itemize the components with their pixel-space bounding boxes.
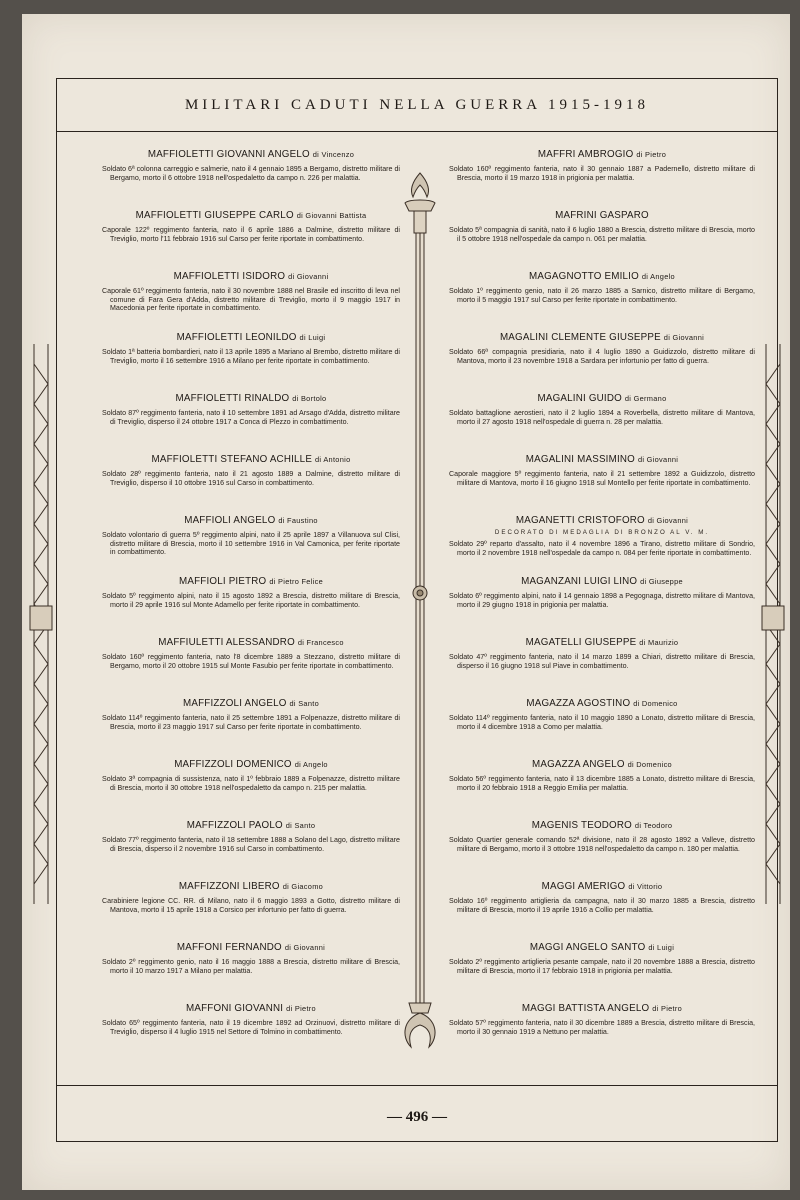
casualty-entry xyxy=(449,149,755,210)
casualty-surname-given: MAGENIS TEODORO xyxy=(531,820,632,831)
casualty-surname-given: MAFFIOLI ANGELO xyxy=(184,515,276,526)
casualty-surname-given: MAGGI AMERIGO xyxy=(541,881,626,892)
casualty-patronymic: di Pietro Felice xyxy=(269,577,323,586)
casualty-surname-given: MAFFIZZOLI DOMENICO xyxy=(174,759,292,770)
casualty-patronymic: di Teodoro xyxy=(634,821,673,830)
casualty-name xyxy=(449,515,755,526)
casualty-entry xyxy=(102,271,400,332)
right-column xyxy=(449,149,755,1064)
casualty-name xyxy=(102,515,400,526)
casualty-surname-given: MAFFONI GIOVANNI xyxy=(186,1003,284,1014)
casualty-name xyxy=(102,820,400,831)
footer-rule xyxy=(57,1085,777,1086)
casualty-description: Soldato 57º reggimento fanteria, nato il 30 dicembre 1889 a Brescia, distretto militare di Brescia, morto il 30 gennaio 1919 a Nettuno per malattia. xyxy=(449,1019,755,1036)
casualty-entry xyxy=(449,271,755,332)
casualty-name xyxy=(102,1003,400,1014)
casualty-description: Soldato 114º reggimento fanteria, nato il 10 maggio 1890 a Lonato, distretto militare di Brescia, morto il 4 dicembre 1918 a Como per malattia. xyxy=(449,714,755,731)
page xyxy=(22,14,790,1190)
casualty-patronymic: di Pietro xyxy=(286,1004,316,1013)
casualty-name xyxy=(102,576,400,587)
casualty-patronymic: di Antonio xyxy=(315,455,351,464)
casualty-surname-given: MAGANETTI CRISTOFORO xyxy=(515,515,645,526)
casualty-description: Soldato 1ª batteria bombardieri, nato il 13 aprile 1895 a Mariano al Brembo, distretto militare di Treviglio, morto il 16 settembre 1916 a Milano per ferite riportate in combattimento. xyxy=(102,348,400,365)
casualty-surname-given: MAGGI ANGELO SANTO xyxy=(529,942,646,953)
casualty-entry xyxy=(449,637,755,698)
casualty-entry xyxy=(449,1003,755,1064)
casualty-patronymic: di Angelo xyxy=(641,272,675,281)
casualty-description: Soldato 6º reggimento alpini, nato il 14 gennaio 1898 a Pegognaga, distretto militare di Mantova, morto il 29 giugno 1918 in prigionia per malattia. xyxy=(449,592,755,609)
casualty-patronymic: di Pietro xyxy=(636,150,667,159)
casualty-patronymic: di Giuseppe xyxy=(640,577,683,586)
casualty-patronymic: di Faustino xyxy=(278,516,318,525)
casualty-patronymic: di Vittorio xyxy=(628,882,663,891)
casualty-name xyxy=(102,759,400,770)
casualty-entry xyxy=(102,515,400,576)
casualty-entry xyxy=(449,210,755,271)
casualty-description: Caporale 122º reggimento fanteria, nato il 6 aprile 1886 a Dalmine, distretto militare di Treviglio, morto l'11 febbraio 1916 sul Carso per ferite riportate in combattimento. xyxy=(102,226,400,243)
casualty-surname-given: MAFFIOLI PIETRO xyxy=(179,576,267,587)
casualty-name xyxy=(102,393,400,404)
casualty-surname-given: MAFFIULETTI ALESSANDRO xyxy=(158,637,295,648)
casualty-description: Soldato 5º reggimento alpini, nato il 15 agosto 1892 a Brescia, distretto militare di Brescia, morto il 29 aprile 1916 sul Monte Adamello per ferite riportate in combattimento. xyxy=(102,592,400,609)
casualty-surname-given: MAGAZZA AGOSTINO xyxy=(526,698,631,709)
left-column xyxy=(102,149,400,1064)
page-header: MILITARI CADUTI NELLA GUERRA 1915-1918 xyxy=(57,79,777,132)
casualty-surname-given: MAFFIZZOLI ANGELO xyxy=(182,698,287,709)
casualty-entry xyxy=(102,393,400,454)
casualty-entry xyxy=(102,210,400,271)
casualty-surname-given: MAFFIOLETTI LEONILDO xyxy=(176,332,297,343)
casualty-patronymic: di Francesco xyxy=(297,638,344,647)
casualty-description: Soldato 65º reggimento fanteria, nato il 19 dicembre 1892 ad Orzinuovi, distretto militare di Treviglio, disperso il 4 luglio 1915 nel Settore di Tolmino in combattimento. xyxy=(102,1019,400,1036)
casualty-decoration-note: DECORATO DI MEDAGLIA DI BRONZO AL V. M. xyxy=(494,529,710,536)
casualty-name xyxy=(449,149,755,160)
casualty-name xyxy=(449,1003,755,1014)
casualty-name xyxy=(449,576,755,587)
casualty-entry xyxy=(449,454,755,515)
casualty-entry xyxy=(449,393,755,454)
casualty-patronymic: di Giovanni xyxy=(647,516,689,525)
casualty-description: Soldato volontario di guerra 5º reggimento alpini, nato il 25 aprile 1897 a Villanuova sul Clisi, distretto militare di Brescia, morto il 10 settembre 1916 in Val Camonica, per ferite riportate in combattimento. xyxy=(102,531,400,557)
casualty-patronymic: di Santo xyxy=(289,699,320,708)
casualty-patronymic: di Pietro xyxy=(652,1004,683,1013)
casualty-entry xyxy=(449,759,755,820)
casualty-entry xyxy=(449,576,755,637)
casualty-entry xyxy=(102,637,400,698)
casualty-name xyxy=(449,759,755,770)
casualty-surname-given: MAFFONI FERNANDO xyxy=(176,942,282,953)
casualty-name xyxy=(102,210,400,221)
casualty-entry xyxy=(102,149,400,210)
casualty-patronymic: di Domenico xyxy=(633,699,678,708)
casualty-name xyxy=(102,454,400,465)
casualty-surname-given: MAGALINI MASSIMINO xyxy=(525,454,635,465)
casualty-surname-given: MAGALINI GUIDO xyxy=(537,393,622,404)
casualty-description: Soldato 5ª compagnia di sanità, nato il 6 luglio 1880 a Brescia, distretto militare di Brescia, morto il 5 ottobre 1918 nell'ospedale da campo n. 061 per malattia. xyxy=(449,226,755,243)
casualty-surname-given: MAGANZANI LUIGI LINO xyxy=(521,576,638,587)
casualty-surname-given: MAFFIOLETTI STEFANO ACHILLE xyxy=(151,454,313,465)
casualty-surname-given: MAGAZZA ANGELO xyxy=(532,759,625,770)
casualty-name xyxy=(102,271,400,282)
casualty-name xyxy=(449,820,755,831)
casualty-entry xyxy=(102,881,400,942)
casualty-description: Soldato 160º reggimento fanteria, nato il 30 gennaio 1887 a Padernello, distretto militare di Brescia, morto il 19 marzo 1918 in prigionia per malattia. xyxy=(449,165,755,182)
casualty-name xyxy=(449,637,755,648)
casualty-name xyxy=(449,210,755,221)
casualty-description: Soldato 2º reggimento artiglieria pesante campale, nato il 20 novembre 1888 a Brescia, distretto militare di Brescia, morto il 17 febbraio 1918 in prigionia per malattia. xyxy=(449,958,755,975)
casualty-surname-given: MAFFIOLETTI GIOVANNI ANGELO xyxy=(147,149,310,160)
casualty-surname-given: MAFFIOLETTI ISIDORO xyxy=(173,271,286,282)
casualty-patronymic: di Giovanni xyxy=(284,943,326,952)
casualty-description: Caporale 61º reggimento fanteria, nato il 30 novembre 1888 nel Brasile ed inscritto di leva nel comune di Fara Gera d'Adda, distretto militare di Treviglio, morto il 9 maggio 1917 in Macedonia per ferite riportate in combattimento. xyxy=(102,287,400,313)
casualty-entry xyxy=(102,698,400,759)
casualty-entry xyxy=(449,881,755,942)
left-side-ornament xyxy=(26,344,56,904)
casualty-patronymic: di Angelo xyxy=(294,760,328,769)
page-frame xyxy=(56,78,778,1142)
casualty-name xyxy=(102,637,400,648)
casualty-surname-given: MAGALINI CLEMENTE GIUSEPPE xyxy=(499,332,661,343)
casualty-description: Soldato 29º reparto d'assalto, nato il 4 novembre 1896 a Tirano, distretto militare di Sondrio, morto il 2 novembre 1918 nell'ospedale da campo n. 084 per ferite riportate in combattimento. xyxy=(449,540,755,557)
casualty-entry xyxy=(102,454,400,515)
casualty-description: Soldato 77º reggimento fanteria, nato il 18 settembre 1888 a Solano del Lago, distretto militare di Brescia, disperso il 2 novembre 1916 sul Carso in combattimento. xyxy=(102,836,400,853)
casualty-entry xyxy=(449,942,755,1003)
casualty-entry xyxy=(102,1003,400,1064)
casualty-description: Soldato 114º reggimento fanteria, nato il 25 settembre 1891 a Folpenazze, distretto militare di Brescia, morto il 23 maggio 1917 sul Carso per ferite riportate in combattimento. xyxy=(102,714,400,731)
casualty-description: Soldato battaglione aerostieri, nato il 2 luglio 1894 a Roverbella, distretto militare di Mantova, morto il 27 agosto 1918 nell'ospedale di guerra n. 28 per malattia. xyxy=(449,409,755,426)
casualty-patronymic: di Santo xyxy=(285,821,316,830)
casualty-name xyxy=(449,454,755,465)
casualty-name xyxy=(449,698,755,709)
casualty-name xyxy=(102,881,400,892)
casualty-entry xyxy=(102,759,400,820)
right-side-ornament xyxy=(758,344,788,904)
casualty-surname-given: MAGATELLI GIUSEPPE xyxy=(525,637,637,648)
casualty-surname-given: MAFFIZZONI LIBERO xyxy=(178,881,280,892)
casualty-entry xyxy=(449,332,755,393)
casualty-description: Soldato 47º reggimento fanteria, nato il 14 marzo 1899 a Chiari, distretto militare di Brescia, disperso il 16 giugno 1918 sul Piave in combattimento. xyxy=(449,653,755,670)
casualty-surname-given: MAFFRI AMBROGIO xyxy=(537,149,634,160)
casualty-name xyxy=(102,332,400,343)
casualty-entry xyxy=(102,576,400,637)
casualty-entry xyxy=(102,332,400,393)
casualty-entry xyxy=(102,820,400,881)
casualty-description: Soldato 3ª compagnia di sussistenza, nato il 1º febbraio 1889 a Folpenazze, distretto militare di Brescia, morto il 30 ottobre 1918 nell'ospedaletto da campo n. 215 per malattia. xyxy=(102,775,400,792)
casualty-description: Carabiniere legione CC. RR. di Milano, nato il 6 maggio 1893 a Gotto, distretto militare di Mantova, morto il 15 aprile 1918 a Corsico per infortunio per fatto di guerra. xyxy=(102,897,400,914)
casualty-description: Caporale maggiore 5º reggimento fanteria, nato il 21 settembre 1892 a Guidizzolo, distretto militare di Mantova, morto il 16 giugno 1918 sul Montello per ferite riportate in combattimento. xyxy=(449,470,755,487)
casualty-surname-given: MAGAGNOTTO EMILIO xyxy=(529,271,639,282)
casualty-entry xyxy=(449,515,755,576)
center-staff-ornament xyxy=(395,167,445,1067)
casualty-description: Soldato 16º reggimento artiglieria da campagna, nato il 30 marzo 1885 a Brescia, distretto militare di Brescia, morto il 19 aprile 1916 a Collio per malattia. xyxy=(449,897,755,914)
casualty-name xyxy=(102,698,400,709)
casualty-patronymic: di Giacomo xyxy=(282,882,324,891)
casualty-patronymic: di Maurizio xyxy=(639,638,679,647)
casualty-name xyxy=(449,393,755,404)
casualty-name xyxy=(449,881,755,892)
casualty-surname-given: MAFFIOLETTI RINALDO xyxy=(175,393,290,404)
casualty-surname-given: MAFFIOLETTI GIUSEPPE CARLO xyxy=(135,210,294,221)
casualty-patronymic: di Giovanni xyxy=(663,333,705,342)
casualty-description: Soldato 6ª colonna carreggio e salmerie, nato il 4 gennaio 1895 a Bergamo, distretto militare di Bergamo, morto il 6 ottobre 1918 nell'ospedaletto da campo n. 226 per malattia. xyxy=(102,165,400,182)
casualty-patronymic: di Vincenzo xyxy=(312,150,355,159)
casualty-name xyxy=(449,271,755,282)
casualty-description: Soldato 87º reggimento fanteria, nato il 10 settembre 1891 ad Arsago d'Adda, distretto militare di Treviglio, disperso il 24 ottobre 1917 a Conca di Plezzo in combattimento. xyxy=(102,409,400,426)
casualty-patronymic: di Luigi xyxy=(299,333,326,342)
casualty-patronymic: di Giovanni xyxy=(288,272,329,281)
casualty-description: Soldato 2º reggimento genio, nato il 16 maggio 1888 a Brescia, distretto militare di Brescia, morto il 10 marzo 1917 a Milano per malattia. xyxy=(102,958,400,975)
casualty-patronymic: di Giovanni Battista xyxy=(296,211,367,220)
casualty-description: Soldato 28º reggimento fanteria, nato il 21 agosto 1889 a Dalmine, distretto militare di Treviglio, disperso il 10 ottobre 1916 sul Carso in combattimento. xyxy=(102,470,400,487)
casualty-description: Soldato Quartier generale comando 52ª divisione, nato il 28 agosto 1892 a Valleve, distretto militare di Bergamo, morto il 3 ottobre 1918 nell'ospedaletto da campo n. 180 per malattia. xyxy=(449,836,755,853)
casualty-description: Soldato 66ª compagnia presidiaria, nato il 4 luglio 1890 a Guidizzolo, distretto militare di Mantova, morto il 23 novembre 1918 a Sardara per infortunio per fatto di guerra. xyxy=(449,348,755,365)
casualty-entry xyxy=(102,942,400,1003)
casualty-patronymic: di Giovanni xyxy=(637,455,679,464)
casualty-name xyxy=(102,942,400,953)
casualty-patronymic: di Bortolo xyxy=(292,394,327,403)
casualty-name xyxy=(449,332,755,343)
casualty-entry xyxy=(449,698,755,759)
casualty-name xyxy=(449,942,755,953)
casualty-description: Soldato 1º reggimento genio, nato il 26 marzo 1885 a Sarnico, distretto militare di Bergamo, morto il 5 maggio 1917 sul Carso per ferite riportate in combattimento. xyxy=(449,287,755,304)
casualty-surname-given: MAGGI BATTISTA ANGELO xyxy=(521,1003,650,1014)
casualty-patronymic: di Domenico xyxy=(627,760,672,769)
casualty-patronymic: di Luigi xyxy=(648,943,675,952)
casualty-surname-given: MAFRINI GASPARO xyxy=(555,210,649,221)
casualty-name xyxy=(102,149,400,160)
casualty-surname-given: MAFFIZZOLI PAOLO xyxy=(186,820,283,831)
casualty-description: Soldato 160º reggimento fanteria, nato l'8 dicembre 1889 a Stezzano, distretto militare di Bergamo, morto il 20 ottobre 1915 sul Monte Fasubio per ferite riportate in combattimento. xyxy=(102,653,400,670)
casualty-entry xyxy=(449,820,755,881)
casualty-patronymic: di Germano xyxy=(624,394,667,403)
page-number: — 496 — xyxy=(387,1109,447,1125)
casualty-description: Soldato 56º reggimento fanteria, nato il 13 dicembre 1885 a Lonato, distretto militare di Brescia, morto il 20 febbraio 1918 a Reggio Emilia per malattia. xyxy=(449,775,755,792)
